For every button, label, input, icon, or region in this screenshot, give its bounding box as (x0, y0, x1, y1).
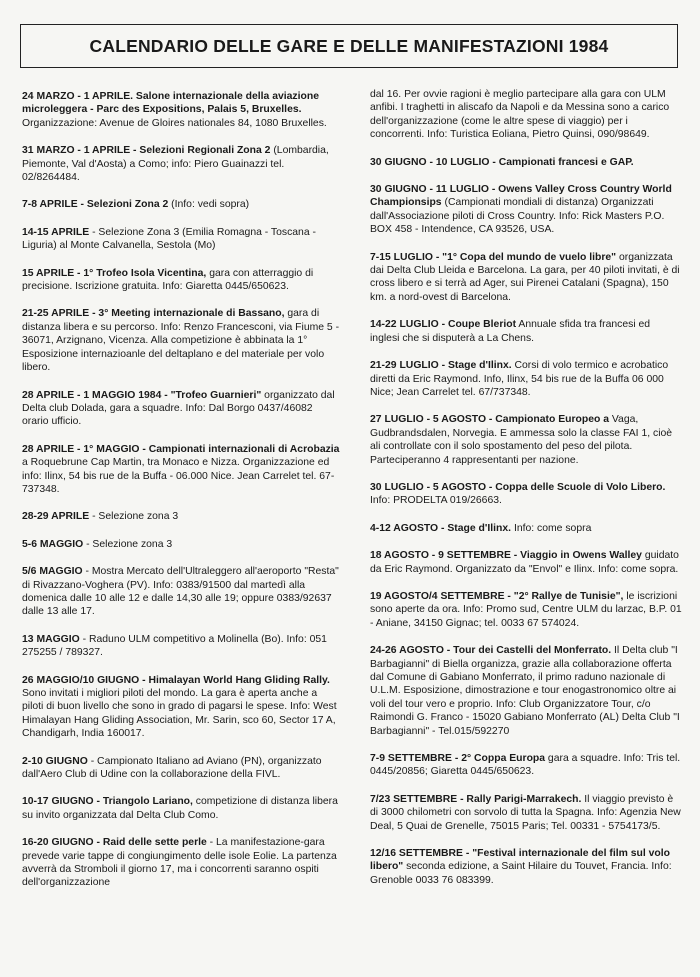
calendar-entry (22, 795, 340, 822)
entry-description: - Campionato Italiano ad Aviano (PN), organizzato dall'Aero Club di Udine con la collaborazione della FIVL. (22, 755, 322, 781)
entry-dates: 28 APRILE - 1 MAGGIO 1984 (22, 389, 162, 401)
calendar-entry (22, 633, 340, 660)
calendar-entry (370, 481, 682, 508)
entry-event-title: - Selezioni Regionali Zona 2 (130, 145, 271, 157)
entry-description: - Selezione zona 3 (83, 538, 173, 550)
entry-dates: 12/16 SETTEMBRE (370, 848, 463, 860)
entry-description: Info: PRODELTA 019/26663. (370, 495, 502, 507)
entry-description: (Info: vedi sopra) (168, 199, 250, 211)
entry-dates: 30 GIUGNO - 10 LUGLIO (370, 156, 490, 168)
calendar-entry (370, 590, 682, 630)
entry-description: - Mostra Mercato dell'Ultraleggero all'aeroporto "Resta" di Rivazzano-Voghera (PV). Info: 0383/91500 dal martedì alla domenica dalle 10 alle 12 e dalle 14,30 alle 19; oppure 0383/92637 dalle 13 alle 17. (22, 566, 339, 618)
entry-event-title: - Rally Parigi-Marrakech. (457, 793, 582, 805)
entry-event-title: - "Trofeo Guarnieri" (161, 389, 262, 401)
entry-event-title: - "Festival internazionale del film sul volo libero" (370, 848, 670, 873)
entry-event-title: - Viaggio in Owens Walley (510, 550, 642, 562)
calendar-entry (22, 443, 340, 497)
entry-description: Il Delta club "I Barbagianni" di Biella organizza, grazie alla collaborazione offerta dal Comune di Gabiano Monferrato, il primo raduno nazionale di U.L.M. Esposizione, dimostrazione e tour enogastronomico oltre ai voli del tour vero e proprio. Info: Club Organizzatore Tour, c/o Raimondi G. Franco - 15020 Gabiano Monferrato (AL) Delta Club "I Barbagianni" - Tel.015/592270 (370, 645, 680, 737)
entry-description: le iscrizioni sono aperte da ora. Info: Promo sud, Centre ULM du larzac, B.P. 01 - Aniane, 34150 Gignac; tel. 0033 67 574024. (370, 590, 682, 629)
calendar-entry (370, 847, 682, 887)
entry-event-title: - Selezioni Zona 2 (77, 199, 169, 211)
calendar-entry (370, 793, 682, 833)
entry-dates: 5-6 MAGGIO (22, 538, 84, 550)
calendar-entry (370, 413, 682, 467)
entry-description: - Selezione zona 3 (89, 511, 179, 523)
entry-event-title: - Coppa delle Scuole di Volo Libero. (486, 481, 666, 493)
entry-event-title: - "1° Copa del mundo de vuelo libre" (432, 251, 617, 263)
calendar-entry (22, 267, 340, 294)
entry-description: Sono invitati i migliori piloti del mondo. La gara è aperta anche a piloti di buon livello che sono in grado di pagarsi le spese. Info: West Himalayan Hang Gliding Association, Mr. Sarin, sco 60, Sector 17 A, Chandigarh, India 160017. (22, 688, 337, 740)
entry-event-title: - Stage d'Ilinx. (438, 522, 512, 534)
calendar-entry (22, 389, 340, 429)
calendar-entry (370, 251, 682, 305)
entry-description: Corsi di volo termico e acrobatico diretti da Eric Raymond. Info, Ilinx, 54 bis rue de la Buffa 06 000 Nice; Jean Carrelet tel. 67/737348. (370, 360, 669, 398)
entry-event-title: - Raid delle sette perle (93, 837, 207, 849)
left-column (22, 90, 340, 904)
entry-dates: 18 AGOSTO - 9 SETTEMBRE (370, 550, 511, 562)
calendar-entry (370, 644, 682, 738)
page-title: CALENDARIO DELLE GARE E DELLE MANIFESTAZIONI 1984 (20, 24, 678, 68)
entry-description: (Campionati mondiali di distanza) Organizzati dall'Associazione piloti di Cross Country. Info: Rick Masters P.O. BOX 458 - Intendence, CA 93526, USA. (370, 197, 665, 236)
entry-dates: 13 MAGGIO (22, 633, 80, 645)
calendar-entry (22, 198, 340, 211)
entry-event-title: - Tour dei Castelli del Monferrato. (443, 645, 612, 657)
entry-dates: 2-10 GIUGNO (22, 755, 88, 767)
entry-dates: 27 LUGLIO - 5 AGOSTO (370, 414, 487, 426)
entry-dates: 4-12 AGOSTO (370, 522, 439, 534)
entry-description: gara di distanza libera e su percorso. Info: Renzo Francesconi, via Fiume 5 - 36071, Arzignano, Vicenza. Alla competizione è abbinata la 1° Esposizione internazioanle del deltaplano e del materiale per volo libero. (22, 308, 340, 374)
calendar-entry (22, 836, 340, 890)
calendar-entry (370, 183, 682, 237)
entry-dates: 16-20 GIUGNO (22, 837, 94, 849)
entry-event-title: Salone internazionale della aviazione microleggera - Parc des Expositions, Palais 5, Bruxelles. (22, 91, 319, 116)
entry-description: Annuale sfida tra francesi ed inglesi che si disputerà a La Chens. (370, 319, 651, 344)
calendar-entry (370, 88, 682, 142)
calendar-entry (22, 90, 340, 130)
calendar-entry (370, 752, 682, 779)
entry-description: dal 16. Per ovvie ragioni è meglio partecipare alla gara con ULM anfibi. I traghetti in aliscafo da Napoli e da Messina sono a carico dell'organizzazione (come le altre spese di viaggio) per i concorrenti. Info: Turistica Eoliana, Pietro Quinsi, 090/98649. (370, 89, 670, 141)
entry-dates: 7-9 SETTEMBRE (370, 753, 452, 765)
entry-dates: 7/23 SETTEMBRE (370, 793, 458, 805)
entry-event-title: - Triangolo Lariano, (93, 796, 193, 808)
entry-dates: 31 MARZO - 1 APRILE (22, 145, 131, 157)
entry-event-title: - 1° Trofeo Isola Vicentina, (74, 267, 207, 279)
calendar-entry (22, 674, 340, 741)
entry-dates: 14-22 LUGLIO (370, 319, 439, 331)
calendar-entry (370, 156, 682, 169)
entry-dates: 30 GIUGNO - 11 LUGLIO (370, 184, 489, 196)
calendar-entry (370, 318, 682, 345)
entry-description: a Roquebrune Cap Martin, tra Monaco e Nizza. Organizzazione ed info: Ilinx, 54 bis rue de la Buffa - 06.000 Nice. Jean Carrelet tel. 67-737348. (22, 457, 335, 495)
entry-description: Organizzazione: Avenue de Gloires nationales 84, 1080 Bruxelles. (22, 117, 327, 129)
entry-event-title: - Owens Valley Cross Country World Championsips (370, 184, 672, 209)
entry-description: competizione di distanza libera su invito organizzata dal Delta Club Como. (22, 796, 338, 821)
calendar-entry (22, 307, 340, 374)
entry-dates: 26 MAGGIO/10 GIUGNO (22, 674, 140, 686)
entry-dates: 7-8 APRILE (22, 199, 78, 211)
entry-dates: 14-15 APRILE (22, 226, 90, 238)
entry-description: gara a squadre. Info: Tris tel. 0445/20856; Giaretta 0445/650623. (370, 753, 681, 778)
entry-dates: 21-29 LUGLIO (370, 360, 439, 372)
calendar-entry (22, 538, 340, 551)
right-column (370, 88, 682, 901)
entry-dates: 19 AGOSTO/4 SETTEMBRE (370, 590, 505, 602)
entry-dates: 21-25 APRILE (22, 308, 90, 320)
calendar-entry (22, 565, 340, 619)
entry-event-title: - Coupe Bleriot (438, 319, 517, 331)
entry-description: - Raduno ULM competitivo a Molinella (Bo). Info: 051 275255 / 789327. (22, 633, 327, 659)
entry-description: Info: come sopra (511, 522, 592, 534)
entry-description: (Lombardia, Piemonte, Val d'Aosta) a Como; info: Piero Guainazzi tel. 02/8264484. (22, 145, 329, 184)
entry-dates: 7-15 LUGLIO (370, 251, 433, 263)
entry-description: Vaga, Gudbrandsdalen, Norvegia. E ammessa solo la classe FAI 1, cioè ali controllate con il solo spostamento del peso del pilota. Parteciperanno 4 rappresentanti per nazione. (370, 414, 673, 466)
calendar-entry (370, 549, 682, 576)
calendar-entry (22, 755, 340, 782)
entry-description: - Selezione Zona 3 (Emilia Romagna - Toscana - Liguria) al Monte Calvanella, Sestola (Mo) (22, 226, 316, 252)
entry-description: guidato da Eric Raymond. Organizzato da "Envol" e Ilinx. Info: come sopra. (370, 550, 679, 575)
entry-description: seconda edizione, a Saint Hilaire du Touvet, Francia. Info: Grenoble 0033 76 083399. (370, 861, 672, 886)
entry-dates: 10-17 GIUGNO (22, 796, 94, 808)
entry-event-title: - Himalayan World Hang Gliding Rally. (139, 674, 330, 686)
calendar-entry (22, 144, 340, 184)
entry-dates: 28 APRILE - 1° MAGGIO (22, 443, 140, 455)
entry-dates: 24 MARZO - 1 APRILE. (22, 91, 134, 102)
entry-description: - La manifestazione-gara prevede varie tappe di congiungimento delle isole Eolie. La partenza avverrà da Stromboli il giorno 17, ma i concorrenti saranno ospiti dell'organizzazione (22, 837, 337, 889)
calendar-entry (22, 226, 340, 253)
entry-dates: 24-26 AGOSTO (370, 645, 444, 657)
entry-dates: 28-29 APRILE (22, 511, 90, 523)
entry-event-title: - 2° Coppa Europa (451, 753, 546, 765)
calendar-entry (370, 359, 682, 399)
entry-event-title: - Campionati francesi e GAP. (489, 156, 634, 168)
entry-event-title: - "2° Rallye de Tunisie", (504, 590, 624, 602)
entry-dates: 30 LUGLIO - 5 AGOSTO (370, 481, 487, 493)
entry-description: organizzata dai Delta Club Lleida e Barcelona. La gara, per 40 piloti invitati, è di cross libero e si terrà ad Ager, sui Pirenei Catalani (Spagna), 150 km. a nord-ovest di Barcelona. (370, 251, 680, 303)
calendar-entry (22, 510, 340, 523)
entry-description: gara con atterraggio di precisione. Iscrizione gratuita. Info: Giaretta 0445/650623. (22, 267, 314, 293)
entry-event-title: - 3° Meeting internazionale di Bassano, (89, 308, 285, 320)
entry-dates: 15 APRILE (22, 267, 75, 279)
entry-event-title: - Campionati internazionali di Acrobazia (139, 443, 340, 455)
entry-description: Il viaggio previsto è di 3000 chilometri con sorvolo di tutta la Spagna. Info: Agenzia New Deal, 5 Quai de Grenelle, 75015 Paris; Tel. 00331 - 5754173/5. (370, 793, 681, 832)
entry-dates: 5/6 MAGGIO (22, 566, 83, 578)
entry-event-title: - Stage d'Ilinx. (438, 360, 512, 372)
entry-description: organizzato dal Delta club Dolada, gara a squadre. Info: Dal Borgo 0437/46082 orario ufficio. (22, 389, 335, 428)
entry-event-title: - Campionato Europeo a (486, 414, 610, 426)
calendar-entry (370, 522, 682, 535)
